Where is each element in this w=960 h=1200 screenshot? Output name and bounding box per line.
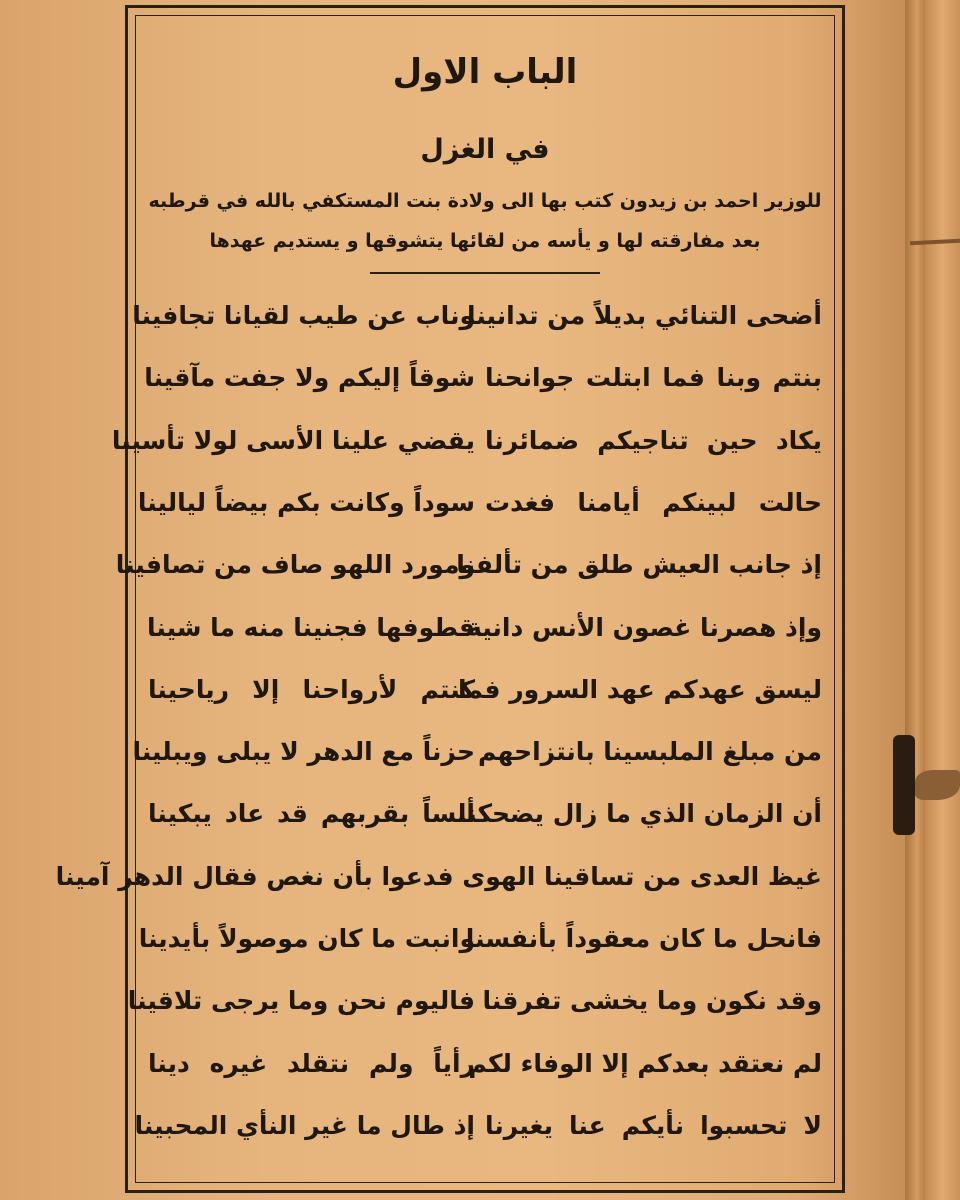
verse-first-hemistich: ليسق عهدكم عهد السرور فما (458, 674, 822, 704)
poem-verses (55, 285, 830, 1190)
verse-line (140, 1033, 830, 1095)
verse-line (111, 410, 830, 472)
verse-second-hemistich: شوقاً إليكم ولا جفت مآقينا (144, 363, 475, 393)
verse-line (132, 721, 830, 783)
verse-second-hemistich: يقضي علينا الأسى لولا تأسينا (111, 425, 475, 455)
chapter-title: الباب الاول (392, 52, 578, 92)
verse-line (140, 783, 830, 845)
verse-second-hemistich: وانبت ما كان موصولاً بأيدينا (138, 924, 475, 953)
verse-line (127, 970, 830, 1032)
verse-first-hemistich: حالت لبينكم أيامنا فغدت (485, 487, 822, 517)
verse-second-hemistich: ومورد اللهو صاف من تصافينا (115, 550, 475, 580)
verse-line (137, 472, 830, 534)
verse-first-hemistich: وإذ هصرنا غصون الأنس دانية (467, 612, 822, 642)
verse-line (140, 597, 830, 659)
verse-line (115, 534, 830, 596)
verse-first-hemistich: بنتم وبنا فما ابتلت جوانحنا (485, 363, 822, 393)
intro-line: بعد مفارقته لها و يأسه من لقائها يتشوقها و يستديم عهدها (209, 230, 761, 252)
verse-first-hemistich: لم نعتقد بعدكم إلا الوفاء لكم (468, 1048, 822, 1078)
verse-line (140, 659, 830, 721)
verse-full-line: غيظ العدى من تساقينا الهوى فدعوا بأن نغص فقال الدهر آمينا (55, 861, 822, 891)
verse-second-hemistich: حزناً مع الدهر لا يبلى ويبلينا (132, 737, 475, 767)
verse-first-hemistich: أضحى التنائي بديلاً من تدانينا (466, 301, 822, 330)
divider-rule (370, 272, 600, 274)
next-page-edge-outer (925, 0, 960, 1200)
verse-second-hemistich: قطوفها فجنينا منه ما شينا (147, 612, 475, 642)
verse-first-hemistich: إذ جانب العيش طلق من تألفنا (456, 550, 822, 580)
verse-second-hemistich: فاليوم نحن وما يرجى تلاقينا (127, 986, 475, 1016)
verse-second-hemistich: إذ طال ما غير النأي المحبينا (134, 1110, 475, 1140)
next-page-edge (905, 0, 925, 1200)
binding-clip (893, 735, 915, 835)
chapter-subtitle: في الغزل (420, 134, 550, 165)
verse-second-hemistich: رأياً ولم نتقلد غيره دينا (148, 1048, 475, 1078)
verse-first-hemistich: فانحل ما كان معقوداً بأنفسنا (465, 924, 822, 953)
verse-line (140, 908, 830, 970)
verse-first-hemistich: يكاد حين تناجيكم ضمائرنا (485, 425, 822, 455)
verse-line (134, 1095, 830, 1157)
verse-second-hemistich: كنتم لأرواحنا إلا رياحينا (148, 674, 475, 704)
intro-line: للوزير احمد بن زيدون كتب بها الى ولادة بنت المستكفي بالله في قرطبه (148, 190, 822, 212)
verse-line (55, 846, 830, 908)
verse-second-hemistich: وناب عن طيب لقيانا تجافينا (132, 301, 475, 330)
verse-first-hemistich: وقد نكون وما يخشى تفرقنا (482, 986, 822, 1016)
page-tear-lower (915, 770, 960, 800)
verse-second-hemistich: سوداً وكانت بكم بيضاً ليالينا (137, 487, 475, 517)
verse-first-hemistich: أن الزمان الذي ما زال يضحكنا (457, 799, 822, 829)
verse-first-hemistich: من مبلغ الملبسينا بانتزاحهم (477, 737, 822, 767)
verse-second-hemistich: أنساً بقربهم قد عاد يبكينا (148, 799, 475, 829)
verse-first-hemistich: لا تحسبوا نأيكم عنا يغيرنا (485, 1110, 822, 1140)
verse-line (132, 285, 830, 347)
verse-line (140, 347, 830, 409)
